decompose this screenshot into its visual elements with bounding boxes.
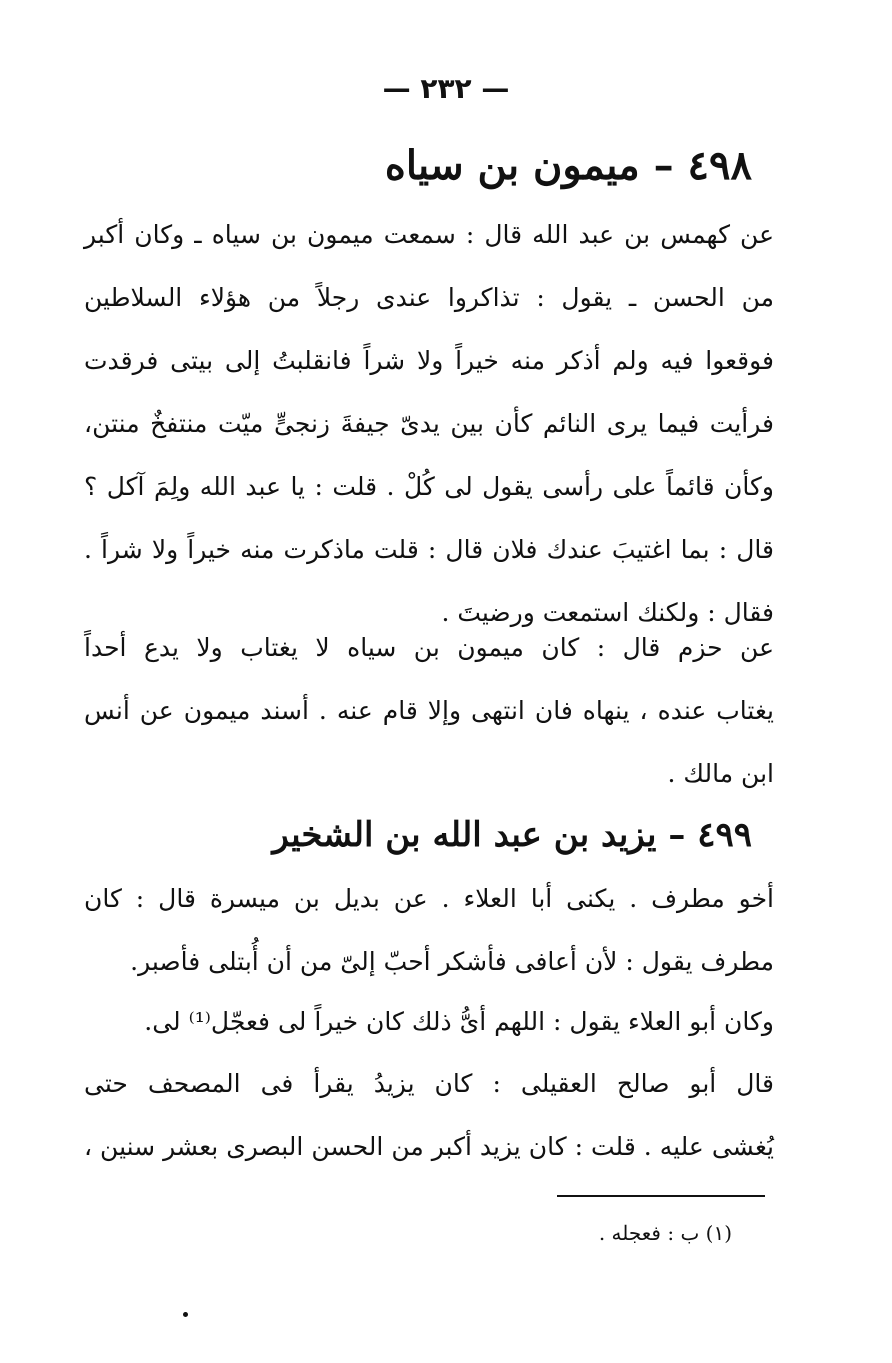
entry-498-paragraph-2 [84, 616, 774, 805]
text-line: قال أبو صالح العقيلى : كان يزيدُ يقرأ فى المصحف حتى [84, 1069, 774, 1098]
entry-heading-499: ٤٩٩ – يزيد بن عبد الله بن الشخير [272, 815, 752, 855]
entry-heading-498: ٤٩٨ – ميمون بن سياه [384, 142, 752, 189]
text-line: أخو مطرف . يكنى أبا العلاء . عن بديل بن ميسرة قال : كان [84, 884, 774, 913]
text-line: عن حزم قال : كان ميمون بن سياه لا يغتاب ولا يدع أحداً [84, 633, 774, 662]
text-line: من الحسن ـ يقول : تذاكروا عندى رجلاً من هؤلاء السلاطين [84, 283, 774, 312]
text-line: وكان أبو العلاء يقول : اللهم أىُّ ذلك كان خيراً لى فعجّل⁽¹⁾ لى. [144, 1007, 774, 1036]
footnote-divider [557, 1195, 765, 1197]
page-number: — ٢٣٢ — [382, 72, 510, 105]
text-line: ابن مالك . [667, 759, 774, 788]
text-line: يُغشى عليه . قلت : كان يزيد أكبر من الحسن البصرى بعشر سنين ، [84, 1132, 774, 1161]
text-line: عن كهمس بن عبد الله قال : سمعت ميمون بن سياه ـ وكان أكبر [84, 220, 774, 249]
entry-499-paragraph-1 [84, 867, 774, 993]
ink-dot [183, 1312, 188, 1317]
text-line: فوقعوا فيه ولم أذكر منه خيراً ولا شراً فانقلبتُ إلى بيتى فرقدت [84, 346, 774, 375]
text-line: مطرف يقول : لأن أعافى فأشكر أحبّ إلىّ من أن أُبتلى فأصبر. [130, 947, 774, 976]
entry-499-paragraph-3 [84, 1052, 774, 1178]
entry-498-paragraph-1 [84, 203, 774, 644]
footnote-1: (١) ب : فعجله . [598, 1221, 732, 1245]
text-line: وكأن قائماً على رأسى يقول لى كُلْ . قلت : يا عبد الله ولِمَ آكل ؟ [84, 472, 774, 501]
text-line: قال : بما اغتيبَ عندك فلان قال : قلت ماذكرت منه خيراً ولا شراً . [84, 535, 774, 564]
text-line: يغتاب عنده ، ينهاه فان انتهى وإلا قام عنه . أسند ميمون عن أنس [84, 696, 774, 725]
text-line: فقال : ولكنك استمعت ورضيتَ . [441, 598, 774, 627]
text-line: فرأيت فيما يرى النائم كأن بين يدىّ جيفةَ زنجىٍّ ميّت منتفخٌ منتن، [84, 409, 774, 438]
entry-499-paragraph-2 [84, 990, 774, 1053]
